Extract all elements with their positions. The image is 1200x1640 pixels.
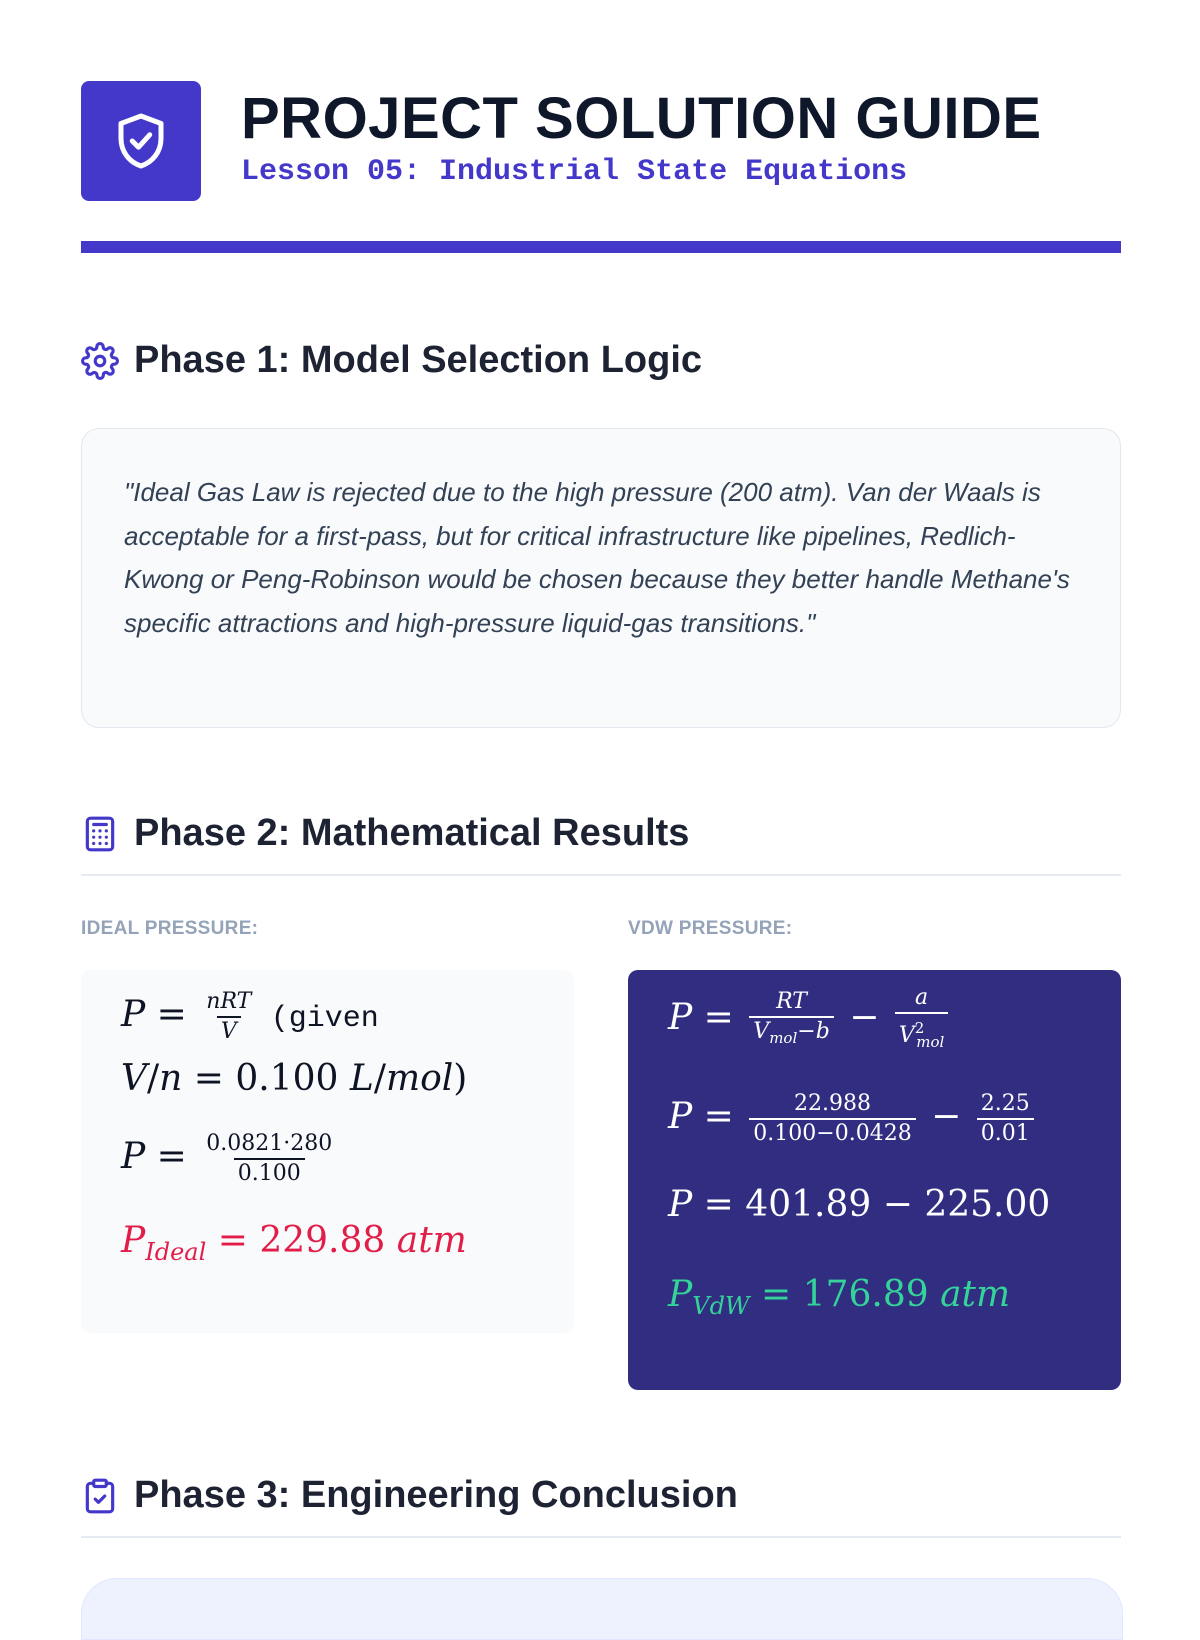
ideal-sub-denominator: 0.100 [234,1158,305,1186]
phase3-title: Phase 3: Engineering Conclusion [134,1474,738,1516]
page-title: PROJECT SOLUTION GUIDE [241,86,1042,151]
ideal-given-ratio: V/n = 0.100 L/mol) [121,1058,468,1099]
ideal-formula: P = $\frac{\text{nRT}}{V}$ (given [121,989,379,1044]
header-divider [81,241,1121,253]
vdw-simplified: P = 401.89 − 225.00 [668,1184,1051,1225]
shield-check-icon [111,111,171,171]
given-value: 0.100 [235,1058,339,1099]
vdw-result-value: 176.89 [802,1274,929,1315]
phase1-heading [81,335,1121,385]
vdw-sub-denominator-1: 0.100−0.0428 [749,1118,915,1146]
ideal-result: $P_{Ideal} = 229.88$ atm [121,1220,467,1266]
ideal-result-subscript: Ideal [145,1238,207,1266]
ideal-pressure-label: IDEAL PRESSURE: [81,918,259,939]
model-selection-quote: "Ideal Gas Law is rejected due to the high pressure (200 atm). Van der Waals is acceptable for a first-pass, but for critical infrastructure like pipelines, Redlich-Kwong or Peng-Robinson would be chosen because they better handle Methane's specific attractions and high-pressure liquid-gas transitions." [124,477,1070,638]
conclusion-card [81,1578,1123,1640]
header [81,81,1121,201]
vdw-result-subscript: VdW [692,1292,750,1320]
ideal-pressure-panel [81,970,574,1333]
vdw-sub-denominator-2: 0.01 [977,1118,1034,1146]
vdw-sub-numerator-2: 2.25 [980,1091,1030,1116]
ideal-sub-numerator: 0.0821·280 [206,1131,333,1156]
ideal-substitution: P = $\frac{0.0821\cdot 280}{0.100}$ [121,1132,340,1186]
phase2-heading [81,808,1121,858]
vdw-sub-numerator-1: 22.988 [794,1091,871,1116]
vdw-pressure-label: VDW PRESSURE: [628,918,793,939]
phase3-heading [81,1470,1121,1520]
gear-icon [81,342,119,380]
given-label: (given [270,1002,379,1036]
logo [81,81,201,201]
calculator-icon [81,815,119,853]
model-selection-quote-card [81,428,1121,728]
phase3-divider [81,1536,1121,1538]
clipboard-check-icon [81,1477,119,1515]
vdw-result: $P_{VdW} = 176.89$ atm [668,1274,1011,1320]
phase1-title: Phase 1: Model Selection Logic [134,339,703,381]
vdw-term-a: 401.89 [745,1184,872,1225]
vdw-term-b: 225.00 [924,1184,1051,1225]
vdw-substitution: P = $\frac{22.988}{0.100-0.0428}$ − $\frac{2.25}{0.01}$ [668,1092,1038,1146]
phase2-title: Phase 2: Mathematical Results [134,812,690,854]
vdw-formula: P = $\frac{RT}{V_{mol}-b}$ − $\frac{a}{V^2_{mol}}$ [668,986,952,1054]
page-subtitle: Lesson 05: Industrial State Equations [241,155,908,189]
phase2-divider [81,874,1121,876]
vdw-pressure-panel [628,970,1121,1390]
ideal-result-value: 229.88 [259,1220,386,1261]
